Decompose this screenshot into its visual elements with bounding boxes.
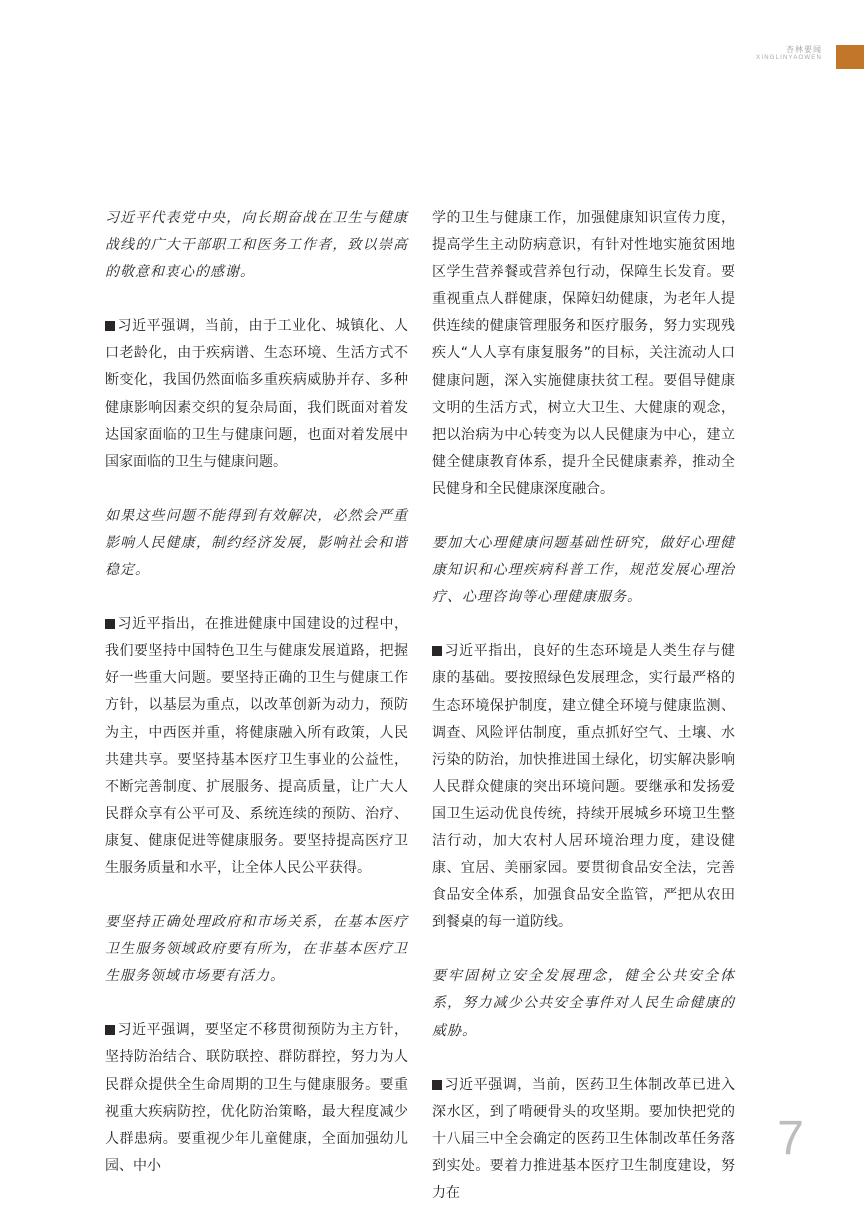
- square-bullet-icon: [105, 321, 115, 331]
- pull-quote: [105, 205, 408, 286]
- body-paragraph: [105, 611, 408, 882]
- paragraph-text: 习近平强调，当前，医药卫生体制改革已进入深水区，到了啃硬骨头的攻坚期。要加快把党的十八届三中全会确定的医药卫生体制改革任务落到实处。要着力推进基本医疗卫生制度建设，努力在: [432, 1076, 735, 1201]
- body-paragraph: [105, 313, 408, 476]
- paragraph-text: 如果这些问题不能得到有效解决，必然会严重影响人民健康，制约经济发展，影响社会和谐稳定。: [105, 507, 408, 579]
- magazine-title-cn: 杏林要闻: [786, 45, 822, 54]
- paragraph-text: 习近平代表党中央，向长期奋战在卫生与健康战线的广大干部职工和医务工作者，致以崇高的敬意和衷心的感谢。: [105, 210, 408, 281]
- pull-quote: [432, 963, 735, 1044]
- left-column: [105, 205, 408, 1180]
- square-bullet-icon: [432, 646, 442, 656]
- pull-quote: [105, 909, 408, 990]
- pull-quote: [105, 503, 408, 584]
- square-bullet-icon: [432, 1080, 442, 1090]
- paragraph-text: 习近平强调，当前，由于工业化、城镇化、人口老龄化，由于疾病谱、生态环境、生活方式不断变化，我国仍然面临多重疾病威胁并存、多种健康影响因素交织的复杂局面，我们既面对着发达国家面临的卫生与健康问题，也面对着发展中国家面临的卫生与健康问题。: [105, 318, 408, 470]
- right-column: [432, 205, 735, 1207]
- body-paragraph: [105, 1017, 408, 1180]
- magazine-title-en: XINGLINYAOWEN: [756, 55, 822, 61]
- paragraph-text: 要加大心理健康问题基础性研究，做好心理健康知识和心理疾病科普工作，规范发展心理治疗、心理咨询等心理健康服务。: [432, 535, 735, 606]
- paragraph-text: 习近平指出，在推进健康中国建设的过程中，我们要坚持中国特色卫生与健康发展道路，把握好一些重大问题。要坚持正确的卫生与健康工作方针，以基层为重点，以改革创新为动力，预防为主，中西医并重，将健康融入所有政策，人民共建共享。要坚持基本医疗卫生事业的公益性，不断完善制度、扩展服务、提高质量，让广大人民群众享有公平可及、系统连续的预防、治疗、康复、健康促进等健康服务。要坚持提高医疗卫生服务质量和水平，让全体人民公平获得。: [105, 616, 408, 876]
- paragraph-text: 学的卫生与健康工作，加强健康知识宣传力度，提高学生主动防病意识，有针对性地实施贫困地区学生营养餐或营养包行动，保障生长发育。要重视重点人群健康，保障妇幼健康，为老年人提供连续的健康管理服务和医疗服务，努力实现残疾人“人人享有康复服务”的目标，关注流动人口健康问题，深入实施健康扶贫工程。要倡导健康文明的生活方式，树立大卫生、大健康的观念，把以治病为中心转变为以人民健康为中心，建立健全健康教育体系，提升全民健康素养，推动全民健身和全民健康深度融合。: [432, 210, 735, 497]
- pull-quote: [432, 530, 735, 611]
- body-paragraph: [432, 1072, 735, 1207]
- body-paragraph-continued: [432, 205, 735, 503]
- body-paragraph: [432, 638, 735, 936]
- page-number: 7: [777, 1112, 804, 1165]
- paragraph-text: 习近平强调，要坚定不移贯彻预防为主方针，坚持防治结合、联防联控、群防群控，努力为人民群众提供全生命周期的卫生与健康服务。要重视重大疾病防控，优化防治策略，最大程度减少人群患病。要重视少年儿童健康，全面加强幼儿园、中小: [105, 1022, 408, 1174]
- brand-accent-bar: [836, 45, 864, 69]
- paragraph-text: 习近平指出，良好的生态环境是人类生存与健康的基础。要按照绿色发展理念，实行最严格的生态环境保护制度，建立健全环境与健康监测、调查、风险评估制度，重点抓好空气、土壤、水污染的防治，加快推进国土绿化，切实解决影响人民群众健康的突出环境问题。要继承和发扬爱国卫生运动优良传统，持续开展城乡环境卫生整洁行动，加大农村人居环境治理力度，建设健康、宜居、美丽家园。要贯彻食品安全法，完善食品安全体系，加强食品安全监管，严把从农田到餐桌的每一道防线。: [432, 643, 735, 931]
- paragraph-text: 要坚持正确处理政府和市场关系，在基本医疗卫生服务领域政府要有所为，在非基本医疗卫生服务领域市场要有活力。: [105, 914, 408, 985]
- square-bullet-icon: [105, 619, 115, 629]
- paragraph-text: 要牢固树立安全发展理念，健全公共安全体系，努力减少公共安全事件对人民生命健康的威胁。: [432, 968, 735, 1039]
- square-bullet-icon: [105, 1025, 115, 1035]
